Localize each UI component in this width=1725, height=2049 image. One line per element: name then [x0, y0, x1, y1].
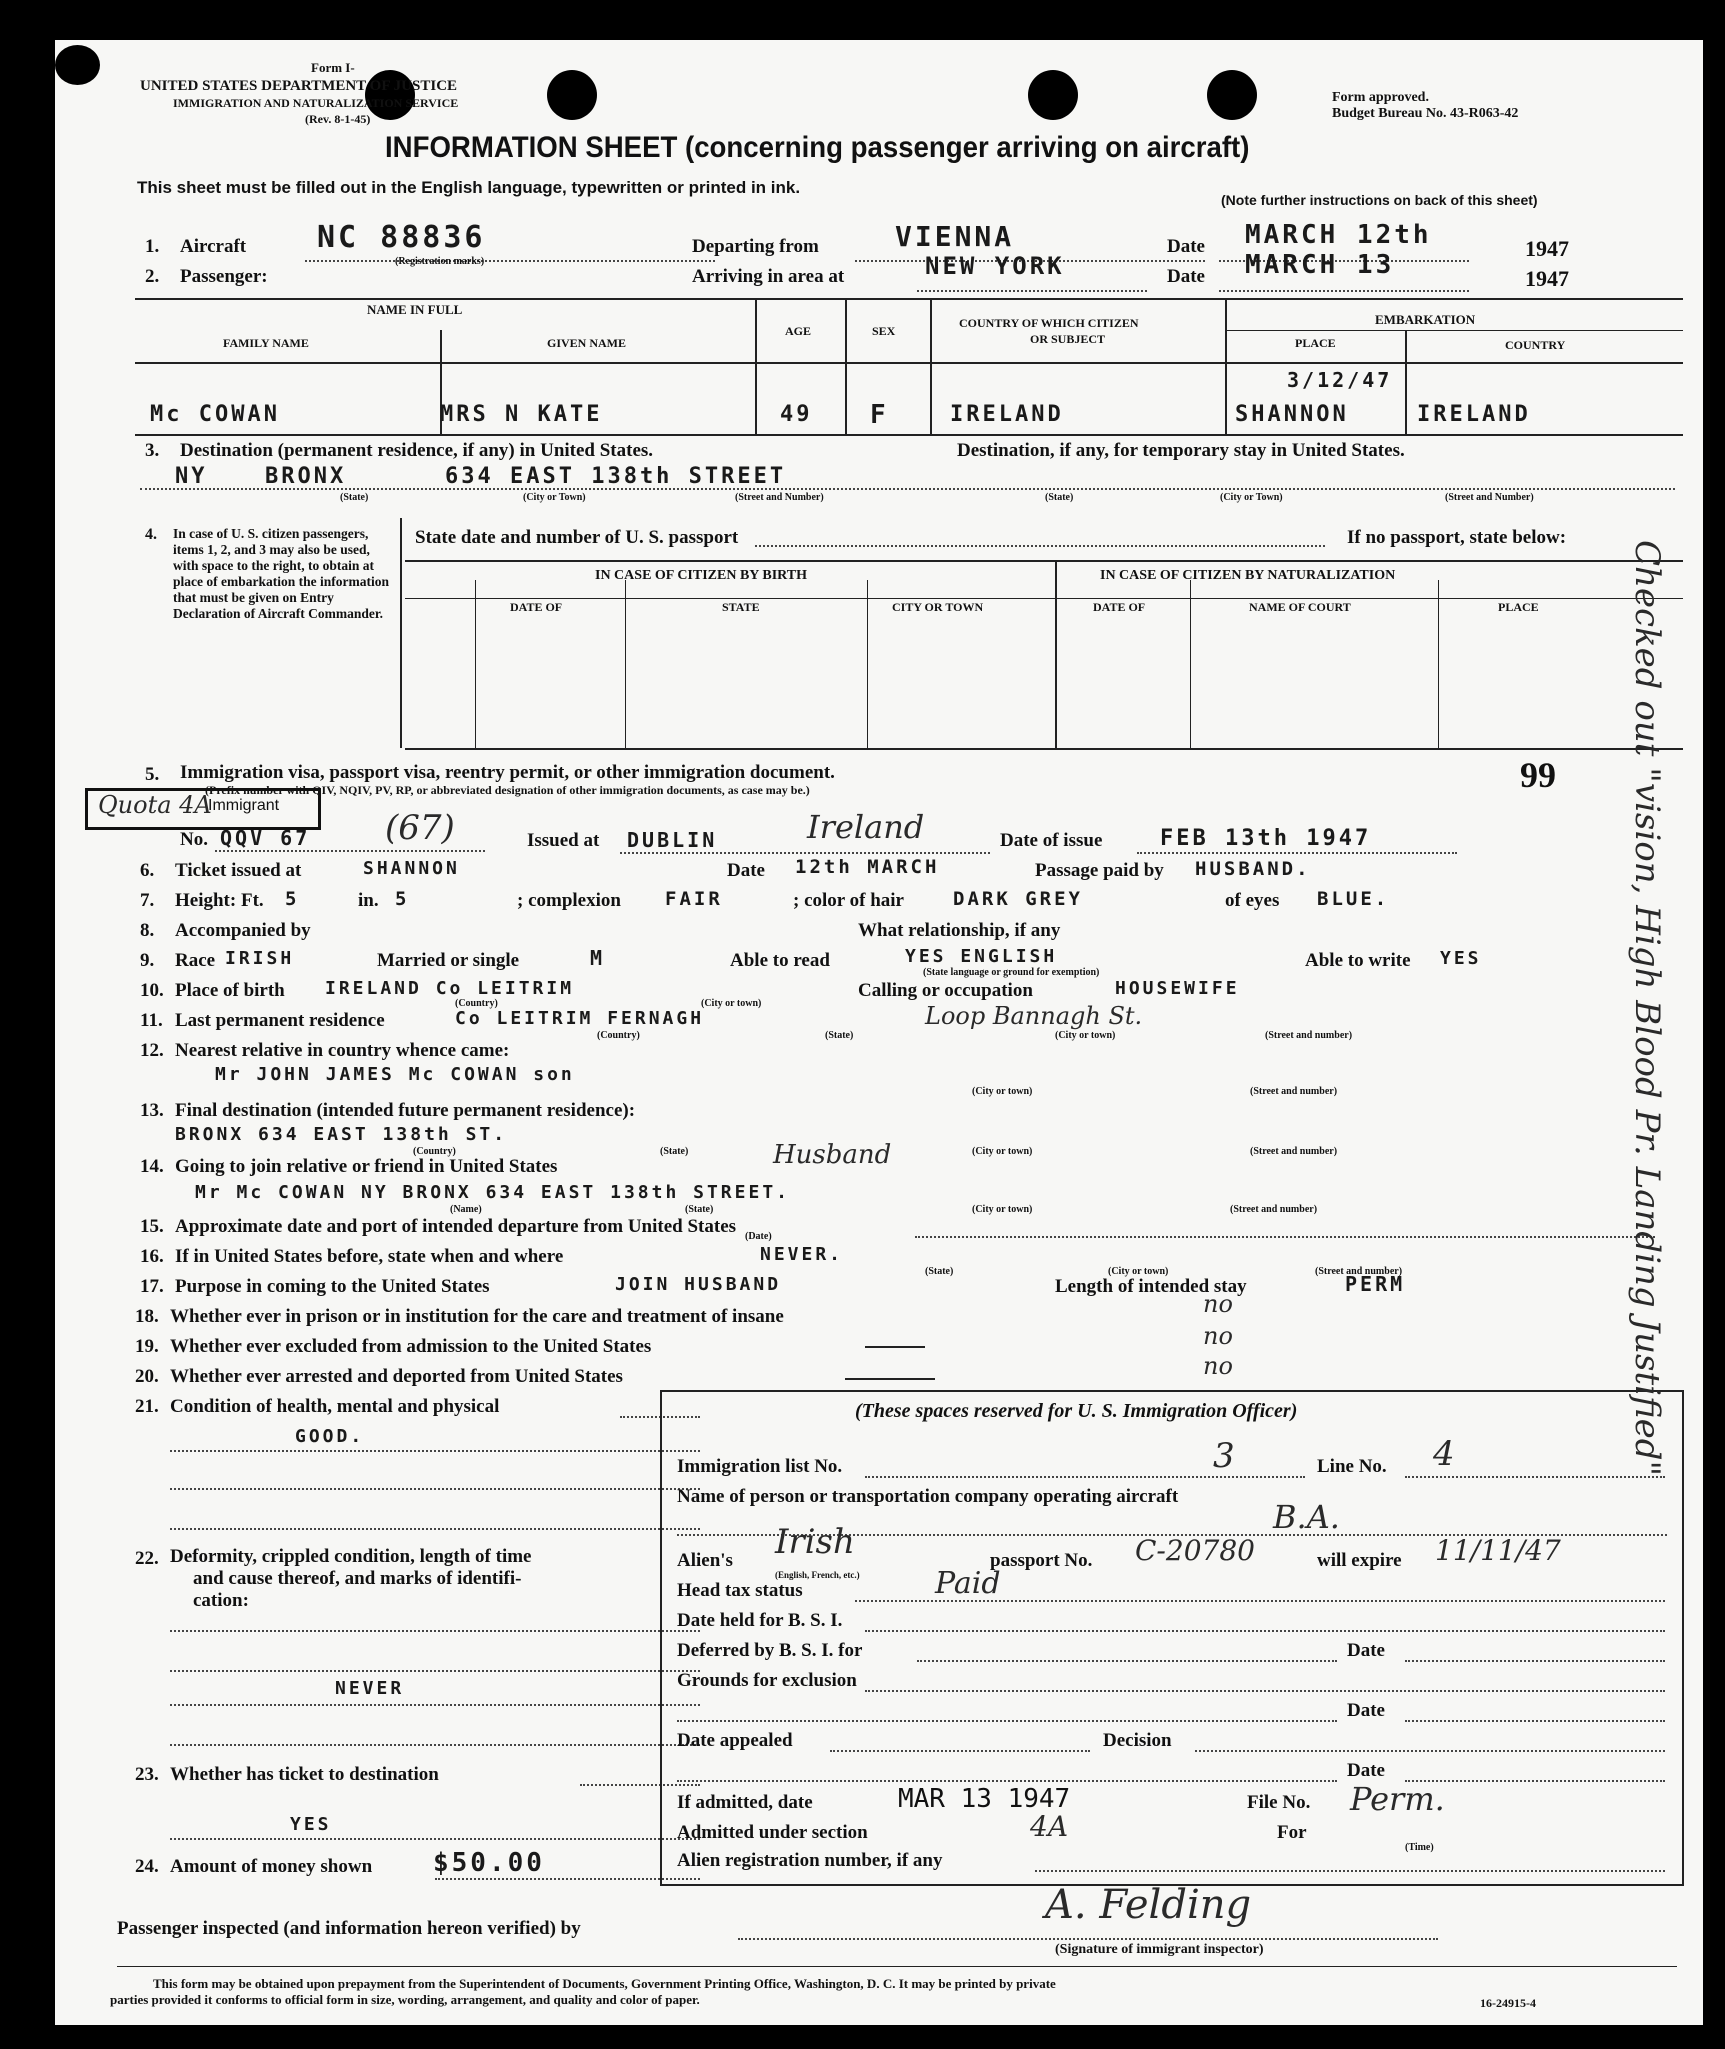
city-header: CITY OR TOWN: [892, 600, 984, 614]
excluded-label: Whether ever excluded from admission to the United States: [170, 1336, 652, 1357]
birth-place-label: Place of birth: [175, 980, 285, 1001]
prison-handwritten: no: [1203, 1290, 1233, 1318]
embark-date: 3/12/47: [1287, 368, 1393, 392]
head-tax-label: Head tax status: [677, 1580, 803, 1601]
ticket-value: SHANNON: [363, 858, 460, 879]
aircraft-value: NC 88836: [317, 220, 486, 255]
health-label: Condition of health, mental and physical: [170, 1396, 500, 1417]
money-value: $50.00: [433, 1848, 545, 1878]
item-number: 24.: [135, 1856, 159, 1877]
purpose-value: JOIN HUSBAND: [615, 1274, 782, 1295]
length-stay-label: Length of intended stay: [1055, 1276, 1247, 1297]
for-label: For: [1277, 1822, 1307, 1843]
visa-no: QQV 67: [220, 826, 311, 850]
expire-label: will expire: [1317, 1550, 1402, 1571]
operator-label: Name of person or transportation company operating aircraft: [677, 1486, 1179, 1507]
us-passport-label: State date and number of U. S. passport: [415, 527, 739, 548]
punch-hole: [1207, 70, 1257, 120]
sub-label: (State language or ground for exemption): [923, 967, 1100, 978]
sub-label: (City or town): [701, 998, 762, 1009]
revision: (Rev. 8-1-45): [305, 112, 371, 126]
country-header: COUNTRY: [1505, 338, 1566, 352]
ticket-destination-value: YES: [290, 1814, 332, 1835]
punch-hole: [547, 70, 597, 120]
sub-label: (Street and Number): [1445, 492, 1534, 503]
item-number: 8.: [140, 920, 155, 941]
read-value: YES ENGLISH: [905, 946, 1058, 967]
race-label: Race: [175, 950, 216, 971]
arriving-value: NEW YORK: [925, 252, 1065, 280]
purpose-label: Purpose in coming to the United States: [175, 1276, 490, 1297]
citizen-note: In case of U. S. citizen passengers, items 1, 2, and 3 may also be used, with space to the right, to obtain at place of embarkation the information that must be given on Entry Declaration of Aircraft Commander.: [173, 526, 389, 621]
temp-destination-label: Destination, if any, for temporary stay in United States.: [957, 440, 1405, 461]
hair-label: ; color of hair: [793, 890, 904, 911]
height-ft-label: Height: Ft.: [175, 890, 264, 911]
footer-line: parties provided it conforms to official form in size, wording, arrangement, and quality and color of paper.: [110, 1992, 700, 2007]
height-in-value: 5: [395, 888, 410, 910]
arriving-label: Arriving in area at: [692, 266, 845, 287]
date-label: Date: [1167, 236, 1205, 257]
last-residence-handwritten: Loop Bannagh St.: [925, 1002, 1143, 1030]
final-destination-label: Final destination (intended future permanent residence):: [175, 1100, 636, 1121]
occupation-label: Calling or occupation: [858, 980, 1033, 1001]
birth-header: IN CASE OF CITIZEN BY BIRTH: [595, 568, 808, 583]
section-label: Admitted under section: [677, 1822, 868, 1843]
file-no-label: File No.: [1247, 1792, 1311, 1813]
ticket-destination-label: Whether has ticket to destination: [170, 1764, 439, 1785]
sub-label: (State): [340, 492, 369, 503]
court-header: NAME OF COURT: [1249, 600, 1351, 614]
head-tax-value: Paid: [935, 1566, 1001, 1601]
sub-label: (City or town): [972, 1204, 1033, 1215]
passage-paid-value: HUSBAND.: [1195, 858, 1311, 880]
expire-value: 11/11/47: [1435, 1534, 1561, 1567]
item-number: 1.: [145, 236, 160, 257]
before-label: If in United States before, state when and where: [175, 1246, 564, 1267]
item-number: 5.: [145, 764, 160, 785]
complexion-label: ; complexion: [517, 890, 621, 911]
age-value: 49: [780, 402, 813, 427]
item-number: 17.: [140, 1276, 164, 1297]
married-label: Married or single: [377, 950, 520, 971]
issued-at-label: Issued at: [527, 830, 600, 851]
form-code: 16-24915-4: [1480, 1996, 1536, 2010]
no-label: No.: [180, 829, 208, 850]
item-number: 23.: [135, 1764, 159, 1785]
place-header: PLACE: [1295, 336, 1336, 350]
margin-handwriting: Checked out "vision, High Blood Pr. Landing Justified": [1627, 540, 1667, 1477]
sub-label: (Street and Number): [735, 492, 824, 503]
ticket-label: Ticket issued at: [175, 860, 302, 881]
last-residence-label: Last permanent residence: [175, 1010, 385, 1031]
country-header: OR SUBJECT: [1030, 332, 1106, 346]
punch-hole: [55, 45, 100, 85]
join-relative-handwritten: Husband: [773, 1140, 892, 1170]
state-header: STATE: [722, 600, 760, 614]
sub-label: (Country): [597, 1030, 640, 1041]
given-name-header: GIVEN NAME: [547, 336, 627, 350]
sub-label: (State): [825, 1030, 854, 1041]
department: UNITED STATES DEPARTMENT OF JUSTICE: [140, 78, 458, 94]
place-value: SHANNON: [1235, 402, 1349, 427]
race-value: IRISH: [225, 948, 295, 969]
name-in-full-header: NAME IN FULL: [367, 302, 463, 317]
visa-sub: (Prefix number with QIV, NQIV, PV, RP, or abbreviated designation of other immigration documents, as case may be.): [205, 783, 810, 797]
visa-label: Immigration visa, passport visa, reentry permit, or other immigration document.: [180, 762, 835, 783]
departing-year: 1947: [1525, 236, 1569, 261]
nearest-relative-value: Mr JOHN JAMES Mc COWAN son: [215, 1064, 575, 1085]
budget-bureau: Budget Bureau No. 43-R063-42: [1332, 106, 1519, 121]
family-name-value: Mc COWAN: [150, 402, 280, 427]
item-number: 15.: [140, 1216, 164, 1237]
departing-date: MARCH 12th: [1245, 220, 1432, 250]
sub-label: (Date): [745, 1231, 772, 1242]
departing-label: Departing from: [692, 236, 819, 257]
place-header: PLACE: [1498, 600, 1539, 614]
country-header: COUNTRY OF WHICH CITIZEN: [959, 316, 1139, 330]
line-no-label: Line No.: [1317, 1456, 1387, 1477]
section-value: 4A: [1030, 1810, 1069, 1843]
admitted-date-label: If admitted, date: [677, 1792, 813, 1813]
destination-label: Destination (permanent residence, if any) in United States.: [180, 440, 654, 461]
height-ft-value: 5: [285, 888, 300, 910]
sub-label: (Name): [450, 1204, 482, 1215]
list-no-value: 3: [1213, 1436, 1235, 1476]
file-no-value: Perm.: [1350, 1780, 1445, 1818]
issued-at-value: DUBLIN: [627, 828, 718, 852]
issued-at-handwritten: Ireland: [807, 808, 925, 846]
arriving-date: MARCH 13: [1245, 250, 1395, 280]
item-number: 19.: [135, 1336, 159, 1357]
registration-label: Alien registration number, if any: [677, 1850, 943, 1871]
sub-label: (Street and number): [1265, 1030, 1353, 1041]
arriving-year: 1947: [1525, 266, 1569, 291]
nearest-relative-label: Nearest relative in country whence came:: [175, 1040, 510, 1061]
given-name-value: MRS N KATE: [440, 402, 603, 427]
before-value: NEVER.: [760, 1244, 844, 1265]
date-of-header: DATE OF: [1093, 600, 1146, 614]
passage-paid-label: Passage paid by: [1035, 860, 1164, 881]
back-note: (Note further instructions on back of this sheet): [1221, 192, 1538, 208]
deformity-value: NEVER: [335, 1678, 405, 1699]
date-of-issue-value: FEB 13th 1947: [1160, 826, 1372, 851]
prison-label: Whether ever in prison or in institution for the care and treatment of insane: [170, 1306, 784, 1327]
line-no-value: 4: [1433, 1434, 1455, 1474]
deformity-label: Deformity, crippled condition, length of time: [170, 1546, 532, 1567]
date-label: Date: [1347, 1640, 1385, 1661]
departing-value: VIENNA: [895, 220, 1015, 253]
sub-label: (State): [660, 1146, 689, 1157]
information-sheet: [55, 40, 1703, 2025]
alien-label: Alien's: [677, 1550, 733, 1571]
sub-label: (Street and number): [1230, 1204, 1318, 1215]
item-number: 18.: [135, 1306, 159, 1327]
hair-value: DARK GREY: [953, 888, 1083, 910]
sub-label: (Street and number): [1250, 1086, 1338, 1097]
sub-label: (English, French, etc.): [775, 1570, 860, 1580]
sub-label: (State): [685, 1204, 714, 1215]
item-number: 12.: [140, 1040, 164, 1061]
item-number: 16.: [140, 1246, 164, 1267]
embark-country-value: IRELAND: [1417, 402, 1531, 427]
officer-passport-value: C-20780: [1135, 1534, 1255, 1567]
bsi-label: Date held for B. S. I.: [677, 1610, 843, 1631]
form-number: Form I-: [311, 60, 355, 75]
married-value: M: [590, 946, 606, 970]
relationship-label: What relationship, if any: [858, 920, 1061, 941]
health-value: GOOD.: [295, 1426, 365, 1447]
item-number: 14.: [140, 1156, 164, 1177]
join-relative-label: Going to join relative or friend in United States: [175, 1156, 558, 1177]
last-residence-value: Co LEITRIM FERNAGH: [455, 1008, 705, 1029]
sub-label: (Country): [413, 1146, 456, 1157]
punch-hole: [1028, 70, 1078, 120]
final-destination-value: BRONX 634 EAST 138th ST.: [175, 1124, 508, 1145]
quota-handwriting: Quota 4A: [98, 791, 212, 819]
sub-label: (State): [1045, 492, 1074, 503]
sub-label: (Time): [1405, 1842, 1434, 1853]
item-number: 6.: [140, 860, 155, 881]
length-stay-value: PERM: [1345, 1272, 1406, 1296]
registration-sub: (Registration marks): [395, 256, 485, 267]
grounds-label: Grounds for exclusion: [677, 1670, 857, 1691]
embarkation-header: EMBARKATION: [1375, 312, 1476, 327]
accompanied-label: Accompanied by: [175, 920, 311, 941]
sex-value: F: [870, 400, 889, 430]
inspected-label: Passenger inspected (and information hereon verified) by: [117, 1918, 581, 1939]
complexion-value: FAIR: [665, 888, 723, 910]
appealed-label: Date appealed: [677, 1730, 793, 1751]
excluded-handwritten: no: [1203, 1322, 1233, 1350]
no-passport-label: If no passport, state below:: [1347, 527, 1567, 548]
sub-label: (City or town): [972, 1146, 1033, 1157]
sub-label: (Signature of immigrant inspector): [1055, 1942, 1264, 1957]
list-no-label: Immigration list No.: [677, 1456, 843, 1477]
occupation-value: HOUSEWIFE: [1115, 978, 1240, 999]
admitted-date-value: MAR 13 1947: [898, 1784, 1071, 1814]
sub-label: (Country): [455, 998, 498, 1009]
sub-label: (City or town): [1055, 1030, 1116, 1041]
citizen-value: IRELAND: [950, 402, 1064, 427]
item-number: 20.: [135, 1366, 159, 1387]
date-of-header: DATE OF: [510, 600, 563, 614]
date-label: Date: [1167, 266, 1205, 287]
item-number: 9.: [140, 950, 155, 971]
deported-handwritten: no: [1203, 1352, 1233, 1380]
birth-place-value: IRELAND Co LEITRIM: [325, 978, 575, 999]
family-name-header: FAMILY NAME: [223, 336, 309, 350]
sub-label: (State): [925, 1266, 954, 1277]
aircraft-label: Aircraft: [180, 236, 247, 257]
join-relative-value: Mr Mc COWAN NY BRONX 634 EAST 138th STREET.: [195, 1182, 790, 1203]
sub-label: (City or Town): [523, 492, 586, 503]
item-number: 4.: [145, 526, 157, 543]
deformity-label: cation:: [193, 1590, 249, 1611]
item-number: 7.: [140, 890, 155, 911]
form-approved: Form approved.: [1332, 90, 1429, 105]
sex-header: SEX: [872, 324, 896, 338]
sub-label: (Street and number): [1315, 1266, 1403, 1277]
naturalization-header: IN CASE OF CITIZEN BY NATURALIZATION: [1100, 568, 1396, 583]
instruction: This sheet must be filled out in the English language, typewritten or printed in ink.: [137, 178, 801, 197]
number-mark: 99: [1520, 755, 1556, 795]
deported-label: Whether ever arrested and deported from United States: [170, 1366, 623, 1387]
date-label: Date: [1347, 1700, 1385, 1721]
decision-label: Decision: [1103, 1730, 1172, 1751]
item-number: 21.: [135, 1396, 159, 1417]
eyes-label: of eyes: [1225, 890, 1280, 911]
dest-state: NY: [175, 464, 208, 489]
immigrant-stamp-text: Immigrant: [208, 797, 280, 814]
officer-box-title: (These spaces reserved for U. S. Immigration Officer): [855, 1400, 1298, 1422]
read-label: Able to read: [730, 950, 830, 971]
alien-value: Irish: [775, 1522, 855, 1562]
date-label: Date: [1347, 1760, 1385, 1781]
service: IMMIGRATION AND NATURALIZATION SERVICE: [173, 96, 459, 110]
date-of-issue-label: Date of issue: [1000, 830, 1103, 851]
write-label: Able to write: [1305, 950, 1411, 971]
ticket-date-label: Date: [727, 860, 765, 881]
sub-label: (City or town): [1108, 1266, 1169, 1277]
item-number: 3.: [145, 440, 160, 461]
item-number: 11.: [140, 1010, 163, 1031]
immigrant-stamp: [85, 788, 321, 830]
height-in-label: in.: [358, 890, 379, 911]
dest-street: 634 EAST 138th STREET: [445, 464, 787, 489]
inspector-signature: A. Felding: [1045, 1882, 1252, 1928]
item-number: 22.: [135, 1548, 159, 1569]
item-number: 2.: [145, 266, 160, 287]
age-header: AGE: [785, 324, 812, 338]
item-number: 13.: [140, 1100, 164, 1121]
money-label: Amount of money shown: [170, 1856, 373, 1877]
ticket-date-value: 12th MARCH: [795, 856, 940, 878]
operator-value: B.A.: [1273, 1498, 1340, 1536]
sub-label: (City or town): [972, 1086, 1033, 1097]
deferred-label: Deferred by B. S. I. for: [677, 1640, 863, 1661]
passenger-label: Passenger:: [180, 266, 268, 287]
write-value: YES: [1440, 948, 1482, 969]
sub-label: (City or Town): [1220, 492, 1283, 503]
sub-label: (Street and number): [1250, 1146, 1338, 1157]
dest-city: BRONX: [265, 464, 347, 489]
form-title: INFORMATION SHEET (concerning passenger arriving on aircraft): [385, 131, 1250, 164]
visa-no-handwritten: (67): [385, 808, 455, 848]
footer-line: This form may be obtained upon prepayment from the Superintendent of Documents, Government Printing Office, Washington, D. C. It may be printed by private: [153, 1976, 1056, 1991]
eyes-value: BLUE.: [1317, 888, 1390, 910]
deformity-label: and cause thereof, and marks of identifi-: [193, 1568, 522, 1589]
departure-label: Approximate date and port of intended departure from United States: [175, 1216, 737, 1237]
item-number: 10.: [140, 980, 164, 1001]
officer-passport-label: passport No.: [990, 1550, 1093, 1571]
